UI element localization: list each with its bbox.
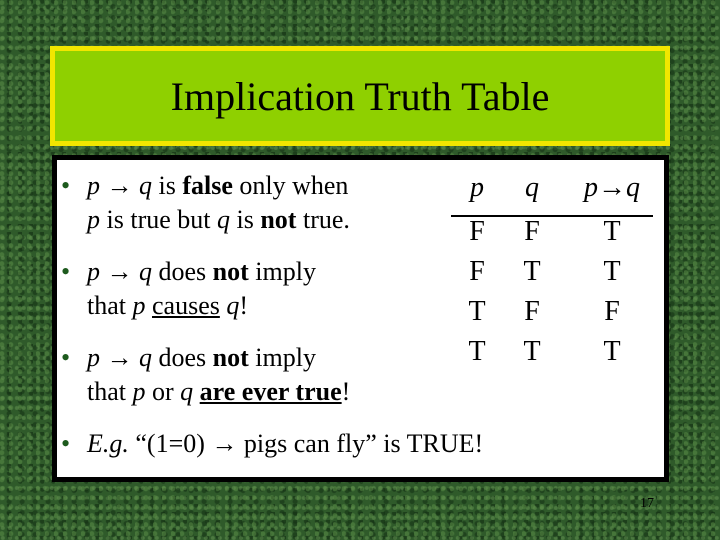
text-run: E.g. (87, 429, 129, 458)
text-run: “(1=0) → pigs can fly” is TRUE! (128, 429, 484, 458)
text-run: false (182, 171, 233, 200)
table-cell: T (603, 336, 621, 367)
text-run: not (212, 257, 249, 286)
text-run: imply (248, 343, 316, 372)
text-run: p (87, 257, 100, 286)
bullet-line (87, 204, 350, 236)
table-cell: T (468, 296, 486, 327)
table-cell: T (603, 216, 621, 247)
text-run: q (139, 171, 152, 200)
content-box (52, 155, 669, 482)
text-run: ! (239, 291, 249, 320)
bullet-line (87, 428, 483, 460)
text-run: p (87, 171, 100, 200)
table-cell: F (524, 296, 540, 327)
text-run: → (100, 171, 139, 200)
text-run: true. (296, 205, 350, 234)
text-run: is true but (100, 205, 217, 234)
text-run: p (87, 343, 100, 372)
text-run: causes (152, 291, 220, 320)
text-run: that (87, 377, 133, 406)
text-run: → (100, 343, 139, 372)
text-run: q (217, 205, 230, 234)
text-run: q (226, 291, 240, 320)
text-run: is (152, 171, 183, 200)
text-run: ! (341, 377, 351, 406)
text-run: does (152, 257, 213, 286)
text-run: is (230, 205, 261, 234)
table-header-cell: p→q (584, 172, 640, 203)
title-box (50, 46, 670, 146)
text-run: or (145, 377, 181, 406)
text-run: q (139, 343, 152, 372)
table-cell: F (469, 216, 485, 247)
text-run: p (132, 291, 146, 320)
table-header-cell: p (470, 172, 484, 203)
bullet-line (87, 376, 350, 408)
bullet-dot: • (61, 343, 71, 372)
table-cell: T (523, 256, 541, 287)
table-cell: T (603, 256, 621, 287)
text-run: not (212, 343, 249, 372)
text-run: only when (232, 171, 349, 200)
bullet-line (87, 290, 248, 322)
text-run: that (87, 291, 133, 320)
table-cell: T (523, 336, 541, 367)
table-cell: F (469, 256, 485, 287)
text-run: q (139, 257, 152, 286)
table-cell: F (524, 216, 540, 247)
bullet-dot: • (61, 257, 71, 286)
slide-title: Implication Truth Table (170, 73, 550, 119)
bullet-line (87, 170, 348, 202)
bullet-dot: • (61, 171, 71, 200)
table-header-cell: q (525, 172, 539, 203)
text-run: → (100, 257, 139, 286)
text-run: p (87, 205, 100, 234)
text-run: not (260, 205, 297, 234)
text-run: imply (248, 257, 316, 286)
bullet-line (87, 256, 316, 288)
table-cell: F (604, 296, 620, 327)
table-cell: T (468, 336, 486, 367)
bullet-dot: • (61, 429, 71, 458)
text-run: does (152, 343, 213, 372)
text-run: are ever true (199, 377, 342, 406)
page-number: 17 (640, 496, 654, 511)
text-run: p (132, 377, 146, 406)
text-run: q (180, 377, 194, 406)
bullet-line (87, 342, 316, 374)
